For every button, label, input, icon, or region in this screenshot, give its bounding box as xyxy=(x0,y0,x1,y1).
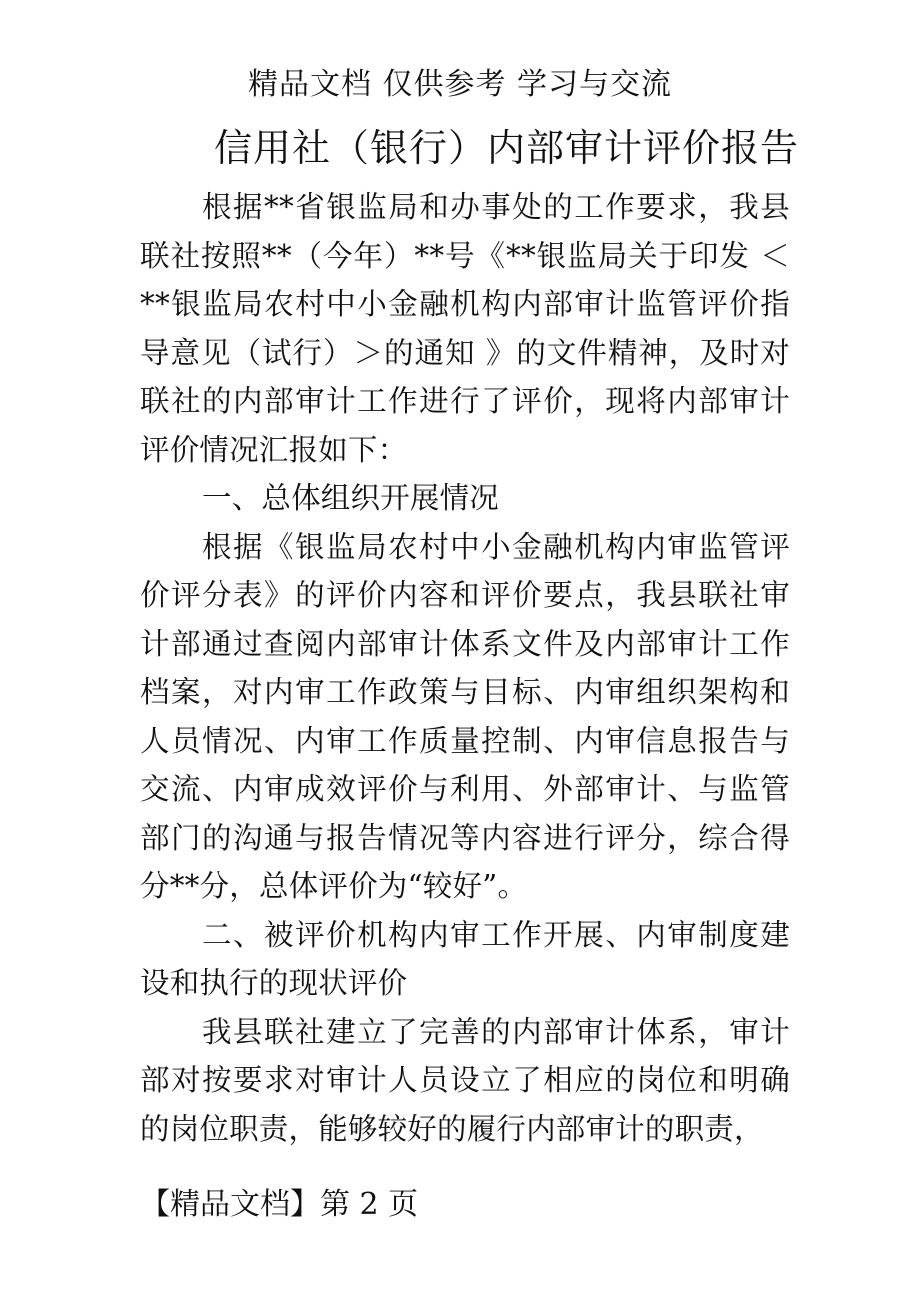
paragraph-section-2: 我县联社建立了完善的内部审计体系，审计部对按要求对审计人员设立了相应的岗位和明确的岗位职责，能够较好的履行内部审计的职责， xyxy=(140,1014,790,1146)
page-header: 精品文档 仅供参考 学习与交流 xyxy=(247,67,673,102)
page-footer: 【精品文档】第 2 页 xyxy=(140,1187,419,1222)
paragraph-section-1: 根据《银监局农村中小金融机构内审监管评价评分表》的评价内容和评价要点，我县联社审计部通过查阅内部审计体系文件及内部审计工作档案，对内审工作政策与目标、内审组织架构和人员情况、内审工作质量控制、内审信息报告与交流、内审成效评价与利用、外部审计、与监管部门的沟通与报告情况等内容进行评分，综合得分**分，总体评价为“较好”。 xyxy=(140,529,790,903)
paragraph-intro: 根据**省银监局和办事处的工作要求，我县联社按照**（今年）**号《**银监局关于印发 ＜**银监局农村中小金融机构内部审计监管评价指导意见（试行）＞的通知 》的文件精神，及时对联社的内部审计工作进行了评价，现将内部审计评价情况汇报如下： xyxy=(140,190,790,467)
section-heading-1: 一、总体组织开展情况 xyxy=(202,481,500,515)
section-heading-2: 二、被评价机构内审工作开展、内审制度建设和执行的现状评价 xyxy=(140,917,790,1000)
document-title: 信用社（银行）内部审计评价报告 xyxy=(214,126,800,170)
document-body xyxy=(140,183,790,1153)
